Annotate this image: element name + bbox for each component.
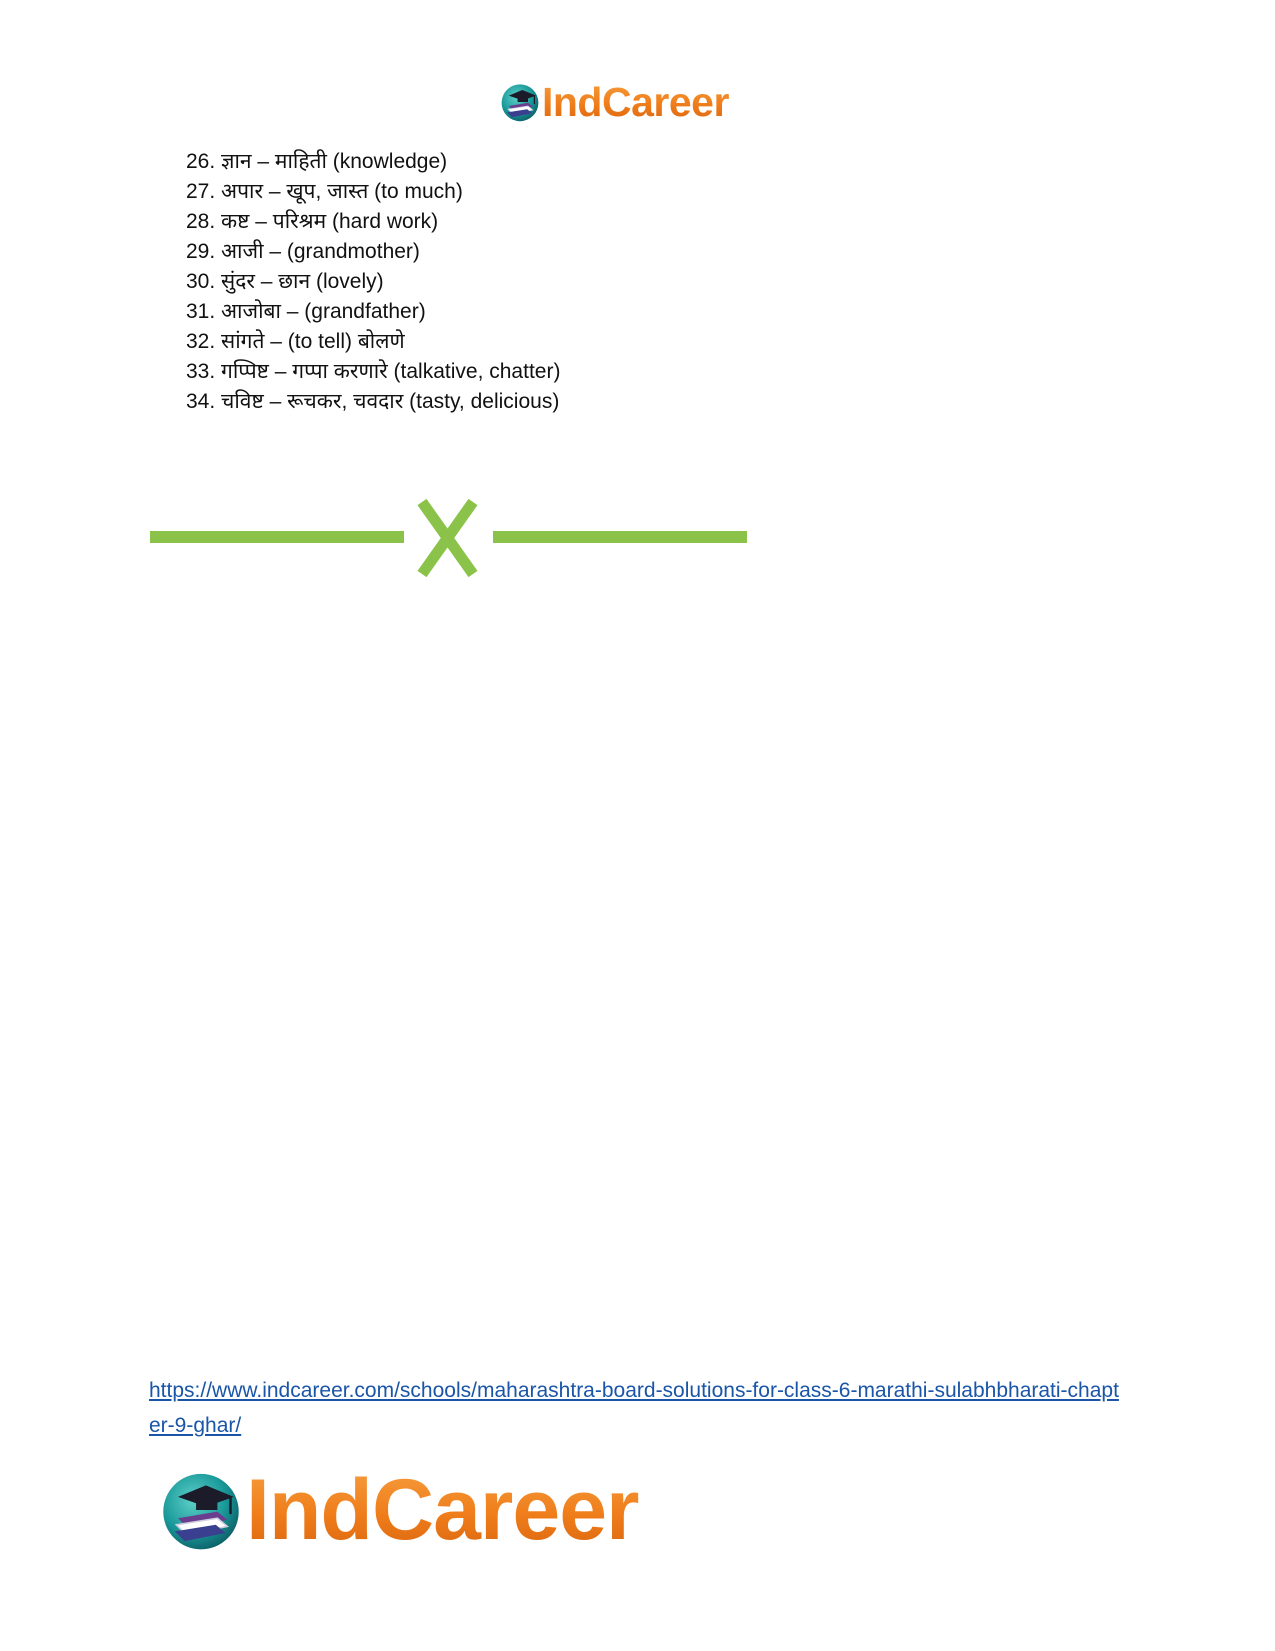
list-item: 29. आजी – (grandmother) — [186, 240, 420, 263]
list-item: 33. गप्पिष्ट – गप्पा करणारे (talkative, chatter) — [186, 360, 561, 383]
brand-wordmark: IndCareer — [542, 79, 729, 125]
header-logo — [500, 78, 729, 126]
list-item: 28. कष्ट – परिश्रम (hard work) — [186, 210, 439, 233]
list-item: 32. सांगते – (to tell) बोलणे — [186, 330, 405, 353]
graduation-book-icon — [160, 1469, 242, 1551]
list-item: 31. आजोबा – (grandfather) — [186, 300, 426, 323]
list-item: 30. सुंदर – छान (lovely) — [186, 270, 384, 293]
graduation-book-icon — [500, 82, 540, 122]
cross-icon — [422, 502, 473, 574]
divider-line-right — [493, 531, 747, 543]
footer-logo — [160, 1462, 639, 1558]
vocabulary-list — [186, 147, 560, 417]
section-divider — [150, 498, 750, 583]
source-link[interactable]: https://www.indcareer.com/schools/maharashtra-board-solutions-for-class-6-marathi-sulabhbharati-chapter-9-ghar/ — [149, 1379, 1119, 1437]
list-item: 27. अपार – खूप, जास्त (to much) — [186, 180, 463, 203]
list-item: 26. ज्ञान – माहिती (knowledge) — [186, 150, 448, 173]
brand-wordmark: IndCareer — [246, 1462, 639, 1558]
divider-line-left — [150, 531, 404, 543]
list-item: 34. चविष्ट – रूचकर, चवदार (tasty, delicious) — [186, 390, 560, 413]
